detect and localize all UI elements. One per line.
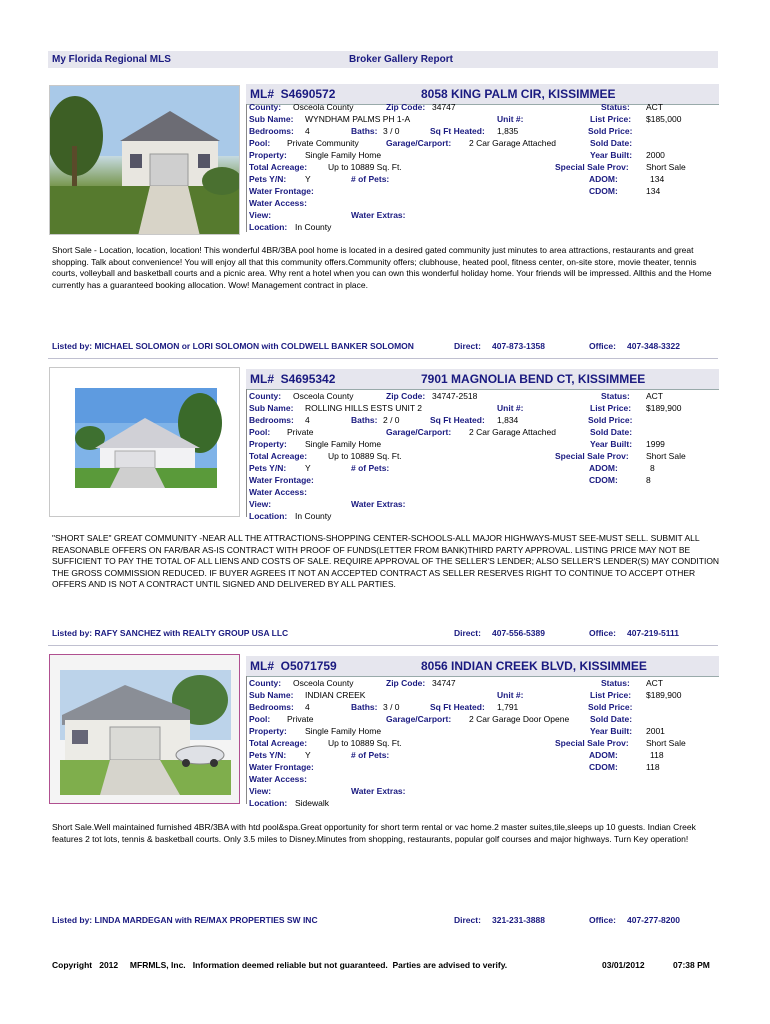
listing-title-bar	[246, 656, 719, 677]
bedrooms-label: Bedrooms:	[249, 415, 294, 425]
pets-label: Pets Y/N:	[249, 463, 287, 473]
pets-value: Y	[305, 463, 311, 473]
adom-value: 118	[650, 750, 664, 760]
cdom-value: 118	[646, 762, 660, 772]
location-label: Location:	[249, 222, 288, 232]
status-value: ACT	[646, 678, 663, 688]
zip-label: Zip Code:	[386, 102, 426, 112]
listed-by-row	[52, 341, 720, 353]
bedrooms-value: 4	[305, 702, 310, 712]
office-phone[interactable]: 407-348-3322	[627, 341, 680, 351]
county-value: Osceola County	[293, 102, 354, 112]
view-label: View:	[249, 499, 272, 509]
county-value: Osceola County	[293, 391, 354, 401]
pets-label: Pets Y/N:	[249, 750, 287, 760]
special-sale-label: Special Sale Prov:	[555, 162, 629, 172]
listed-by-text: Listed by: LINDA MARDEGAN with RE/MAX PROPERTIES SW INC	[52, 915, 318, 925]
num-pets-label: # of Pets:	[351, 750, 390, 760]
listing-remarks: Short Sale - Location, location, location! This wonderful 4BR/3BA pool home is located in a desired gated community just minutes to area attractions, restaurants and great shopping. Talk about convenience! You will enjoy all that this community offers.Community offers; clubhouse, heated pool, fitness center, on-site store, movie theater, tennis courts, volleyball and basketball courts and a picnic area. Why rent a hotel when you can own this wonderful holiday home. Your friends will be impressed. Allthis and the Home currently has a guaranteed booking allocation. Wow! Management contract in place.	[52, 245, 712, 290]
sub-name-label: Sub Name:	[249, 690, 294, 700]
ml-number: ML# O5071759	[250, 659, 337, 673]
zip-value: 34747-2518	[432, 391, 478, 401]
water-extras-label: Water Extras:	[351, 210, 406, 220]
office-phone[interactable]: 407-219-5111	[627, 628, 679, 638]
status-value: ACT	[646, 391, 663, 401]
sold-date-label: Sold Date:	[590, 714, 633, 724]
special-sale-value: Short Sale	[646, 738, 686, 748]
status-label: Status:	[601, 102, 630, 112]
listing-separator	[48, 358, 718, 359]
sub-name-value: WYNDHAM PALMS PH 1-A	[305, 114, 411, 124]
direct-label: Direct:	[454, 628, 481, 638]
garage-label: Garage/Carport:	[386, 138, 452, 148]
listed-by-row	[52, 628, 720, 640]
office-label: Office:	[589, 341, 616, 351]
listed-by-row	[52, 915, 720, 927]
pool-label: Pool:	[249, 427, 271, 437]
footer-copyright: Copyright 2012 MFRMLS, Inc. Information deemed reliable but not guaranteed. Parties are advised to verify.	[52, 960, 508, 970]
property-value: Single Family Home	[305, 150, 382, 160]
num-pets-label: # of Pets:	[351, 463, 390, 473]
listing-address: 8056 INDIAN CREEK BLVD, KISSIMMEE	[421, 659, 647, 673]
sqft-label: Sq Ft Heated:	[430, 702, 485, 712]
unit-label: Unit #:	[497, 690, 524, 700]
house-image	[50, 86, 240, 235]
location-label: Location:	[249, 511, 288, 521]
total-acreage-label: Total Acreage:	[249, 162, 308, 172]
bedrooms-value: 4	[305, 415, 310, 425]
baths-label: Baths:	[351, 415, 378, 425]
garage-label: Garage/Carport:	[386, 427, 452, 437]
office-label: Office:	[589, 628, 616, 638]
sold-date-label: Sold Date:	[590, 138, 633, 148]
baths-value: 2 / 0	[383, 415, 400, 425]
direct-phone[interactable]: 321-231-3888	[492, 915, 545, 925]
sqft-label: Sq Ft Heated:	[430, 126, 485, 136]
list-price-label: List Price:	[590, 403, 632, 413]
sqft-value: 1,791	[497, 702, 519, 712]
total-acreage-value: Up to 10889 Sq. Ft.	[328, 451, 402, 461]
baths-label: Baths:	[351, 126, 378, 136]
year-built-value: 2001	[646, 726, 665, 736]
list-price-label: List Price:	[590, 114, 632, 124]
house-image	[50, 368, 240, 517]
zip-value: 34747	[432, 678, 456, 688]
county-label: County:	[249, 391, 282, 401]
adom-label: ADOM:	[589, 750, 618, 760]
special-sale-value: Short Sale	[646, 162, 686, 172]
water-frontage-label: Water Frontage:	[249, 475, 314, 485]
cdom-label: CDOM:	[589, 762, 618, 772]
year-built-value: 2000	[646, 150, 665, 160]
pets-label: Pets Y/N:	[249, 174, 287, 184]
garage-value: 2 Car Garage Attached	[469, 427, 556, 437]
pool-label: Pool:	[249, 714, 271, 724]
direct-phone[interactable]: 407-556-5389	[492, 628, 545, 638]
property-label: Property:	[249, 150, 287, 160]
property-photo[interactable]	[49, 367, 240, 517]
garage-value: 2 Car Garage Attached	[469, 138, 556, 148]
total-acreage-label: Total Acreage:	[249, 738, 308, 748]
adom-label: ADOM:	[589, 463, 618, 473]
view-label: View:	[249, 786, 272, 796]
cdom-value: 8	[646, 475, 651, 485]
list-price-label: List Price:	[590, 690, 632, 700]
year-built-value: 1999	[646, 439, 665, 449]
listing-address: 8058 KING PALM CIR, KISSIMMEE	[421, 87, 616, 101]
bedrooms-label: Bedrooms:	[249, 702, 294, 712]
adom-value: 8	[650, 463, 655, 473]
list-price-value: $185,000	[646, 114, 682, 124]
sqft-value: 1,835	[497, 126, 519, 136]
location-value: Sidewalk	[295, 798, 330, 808]
listed-by-text: Listed by: RAFY SANCHEZ with REALTY GROUP USA LLC	[52, 628, 289, 638]
year-built-label: Year Built:	[590, 726, 633, 736]
divider	[246, 104, 247, 232]
bedrooms-label: Bedrooms:	[249, 126, 294, 136]
property-label: Property:	[249, 439, 287, 449]
list-price-value: $189,900	[646, 690, 682, 700]
sub-name-value: ROLLING HILLS ESTS UNIT 2	[305, 403, 422, 413]
sold-price-label: Sold Price:	[588, 702, 633, 712]
direct-label: Direct:	[454, 341, 481, 351]
property-value: Single Family Home	[305, 726, 382, 736]
total-acreage-value: Up to 10889 Sq. Ft.	[328, 162, 402, 172]
total-acreage-value: Up to 10889 Sq. Ft.	[328, 738, 402, 748]
unit-label: Unit #:	[497, 114, 524, 124]
cdom-label: CDOM:	[589, 186, 618, 196]
water-access-label: Water Access:	[249, 487, 307, 497]
special-sale-label: Special Sale Prov:	[555, 451, 629, 461]
sqft-label: Sq Ft Heated:	[430, 415, 485, 425]
direct-phone[interactable]: 407-873-1358	[492, 341, 545, 351]
cdom-label: CDOM:	[589, 475, 618, 485]
year-built-label: Year Built:	[590, 150, 633, 160]
listing-remarks: "SHORT SALE" GREAT COMMUNITY -NEAR ALL THE ATTRACTIONS-SHOPPING CENTER-SCHOOLS-ALL MAJOR HIGHWAYS-MUST SEE-MUST SELL. SUBMIT ALL REASONABLE OFFERS ON FAR/BAR AS-IS CONTRACT WITH PROOF OF FUNDS(LETTER FROM BANK)THIRD PARTY APPROVAL. LISTING PRICE MAY NOT BE SUFFICIENT TO PAY THE TOTAL OF ALL LIENS AND COSTS OF SALE. REQUIRE APPROVAL OF THE SELLER'S LENDER; ALSO SELLER'S LENDER(S) MAY CONDITION THE GROSS COMMISSION REDUCED. IF BUYER AGREES IT NOT AN ACCEPTED CONTRACT AS SELLER RESERVES RIGHT TO CONTINUE TO ACCEPT OTHER OFFERS AND IS NOT A CONTRACT UNTIL SIGNED AND DELIVERED BY ALL PARTIES.	[52, 533, 720, 589]
pool-value: Private Community	[287, 138, 359, 148]
year-built-label: Year Built:	[590, 439, 633, 449]
house-image	[50, 655, 240, 804]
divider	[246, 676, 247, 804]
listed-by-text: Listed by: MICHAEL SOLOMON or LORI SOLOMON with COLDWELL BANKER SOLOMON	[52, 341, 414, 351]
listing-separator	[48, 645, 718, 646]
footer-time: 07:38 PM	[673, 960, 710, 970]
bedrooms-value: 4	[305, 126, 310, 136]
garage-value: 2 Car Garage Door Opene	[469, 714, 570, 724]
mls-name: My Florida Regional MLS	[52, 54, 171, 65]
sqft-value: 1,834	[497, 415, 519, 425]
pool-label: Pool:	[249, 138, 271, 148]
status-label: Status:	[601, 678, 630, 688]
unit-label: Unit #:	[497, 403, 524, 413]
direct-label: Direct:	[454, 915, 481, 925]
sold-price-label: Sold Price:	[588, 126, 633, 136]
listing-remarks: Short Sale.Well maintained furnished 4BR/3BA with htd pool&spa.Great opportunity for short term rental or vac home.2 master suites,tile,sleeps up 10 guests. Indian Creek features 2 tot lots, tennis & basketball courts. Only 3.5 miles to Disney.Minutes from shopping, restaurants, popular golf courses and major highways. Turn Key operation!	[52, 822, 696, 844]
adom-value: 134	[650, 174, 665, 184]
sub-name-label: Sub Name:	[249, 114, 294, 124]
report-title: Broker Gallery Report	[349, 54, 453, 65]
zip-label: Zip Code:	[386, 678, 426, 688]
location-label: Location:	[249, 798, 288, 808]
cdom-value: 134	[646, 186, 661, 196]
baths-label: Baths:	[351, 702, 378, 712]
total-acreage-label: Total Acreage:	[249, 451, 308, 461]
listing-title-bar	[246, 369, 719, 390]
location-value: In County	[295, 222, 332, 232]
location-value: In County	[295, 511, 332, 521]
county-label: County:	[249, 678, 282, 688]
water-frontage-label: Water Frontage:	[249, 186, 314, 196]
property-value: Single Family Home	[305, 439, 382, 449]
pets-value: Y	[305, 174, 311, 184]
property-photo[interactable]	[49, 85, 240, 235]
garage-label: Garage/Carport:	[386, 714, 452, 724]
ml-number: ML# S4695342	[250, 372, 336, 386]
water-frontage-label: Water Frontage:	[249, 762, 314, 772]
sub-name-value: INDIAN CREEK	[305, 690, 366, 700]
property-label: Property:	[249, 726, 287, 736]
status-value: ACT	[646, 102, 663, 112]
pool-value: Private	[287, 714, 314, 724]
view-label: View:	[249, 210, 272, 220]
office-phone[interactable]: 407-277-8200	[627, 915, 680, 925]
water-extras-label: Water Extras:	[351, 499, 406, 509]
county-label: County:	[249, 102, 282, 112]
status-label: Status:	[601, 391, 630, 401]
water-access-label: Water Access:	[249, 774, 307, 784]
divider	[246, 389, 247, 517]
special-sale-label: Special Sale Prov:	[555, 738, 629, 748]
sold-date-label: Sold Date:	[590, 427, 633, 437]
zip-value: 34747	[432, 102, 456, 112]
water-extras-label: Water Extras:	[351, 786, 406, 796]
special-sale-value: Short Sale	[646, 451, 686, 461]
ml-number: ML# S4690572	[250, 87, 336, 101]
property-photo[interactable]	[49, 654, 240, 804]
baths-value: 3 / 0	[383, 702, 400, 712]
num-pets-label: # of Pets:	[351, 174, 390, 184]
sold-price-label: Sold Price:	[588, 415, 633, 425]
list-price-value: $189,900	[646, 403, 682, 413]
pets-value: Y	[305, 750, 311, 760]
water-access-label: Water Access:	[249, 198, 307, 208]
zip-label: Zip Code:	[386, 391, 426, 401]
office-label: Office:	[589, 915, 616, 925]
county-value: Osceola County	[293, 678, 354, 688]
adom-label: ADOM:	[589, 174, 618, 184]
baths-value: 3 / 0	[383, 126, 400, 136]
pool-value: Private	[287, 427, 314, 437]
listing-address: 7901 MAGNOLIA BEND CT, KISSIMMEE	[421, 372, 646, 386]
sub-name-label: Sub Name:	[249, 403, 294, 413]
footer-date: 03/01/2012	[602, 960, 645, 970]
